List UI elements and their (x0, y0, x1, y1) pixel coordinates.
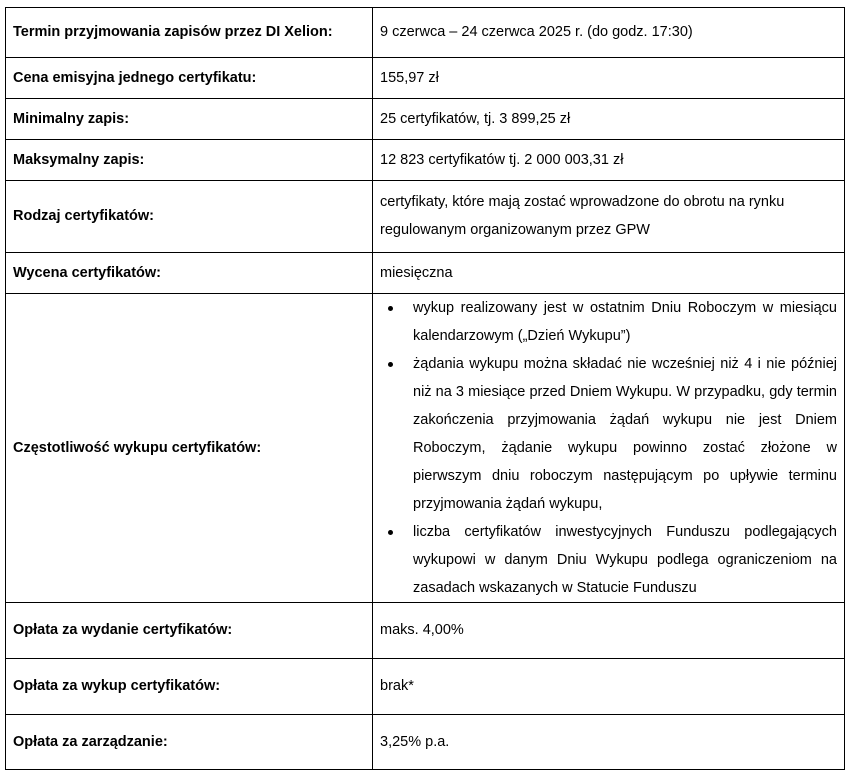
list-item (413, 350, 837, 518)
row-label: Opłata za zarządzanie: (6, 715, 373, 770)
row-value: 3,25% p.a. (373, 715, 845, 770)
row-value (373, 294, 845, 603)
table-row (6, 715, 845, 770)
table-row (6, 659, 845, 715)
row-value: 25 certyfikatów, tj. 3 899,25 zł (373, 99, 845, 140)
table-row (6, 181, 845, 253)
row-label: Opłata za wydanie certyfikatów: (6, 603, 373, 659)
row-label: Termin przyjmowania zapisów przez DI Xelion: (6, 8, 373, 58)
row-label: Opłata za wykup certyfikatów: (6, 659, 373, 715)
row-label: Częstotliwość wykupu certyfikatów: (6, 294, 373, 603)
bullet-dot-icon (388, 306, 393, 311)
table-row (6, 99, 845, 140)
row-label: Rodzaj certyfikatów: (6, 181, 373, 253)
table-row (6, 8, 845, 58)
row-label: Cena emisyjna jednego certyfikatu: (6, 58, 373, 99)
row-value: maks. 4,00% (373, 603, 845, 659)
row-value: miesięczna (373, 253, 845, 294)
row-label: Wycena certyfikatów: (6, 253, 373, 294)
table-row (6, 140, 845, 181)
bullet-text: wykup realizowany jest w ostatnim Dniu Roboczym w miesiącu kalendarzowym („Dzień Wykupu”) (413, 300, 837, 344)
row-value: certyfikaty, które mają zostać wprowadzone do obrotu na rynku regulowanym organizowanym przez GPW (373, 181, 845, 253)
redemption-bullet-list (380, 294, 837, 602)
table-row (6, 253, 845, 294)
bullet-dot-icon (388, 362, 393, 367)
list-item (413, 518, 837, 602)
bullet-text: liczba certyfikatów inwestycyjnych Funduszu podlegających wykupowi w danym Dniu Wykupu podlega ograniczeniom na zasadach wskazanych w Statucie Funduszu (413, 524, 837, 596)
row-value: brak* (373, 659, 845, 715)
table-row (6, 58, 845, 99)
row-label: Minimalny zapis: (6, 99, 373, 140)
bullet-dot-icon (388, 530, 393, 535)
table-row (6, 294, 845, 603)
row-value: 12 823 certyfikatów tj. 2 000 003,31 zł (373, 140, 845, 181)
bullet-text: żądania wykupu można składać nie wcześniej niż 4 i nie później niż na 3 miesiące przed Dniem Wykupu. W przypadku, gdy termin zakończenia przyjmowania żądań wykupu nie jest Dniem Roboczym, żądanie wykupu powinno zostać złożone w pierwszym dniu roboczym następującym po upływie terminu przyjmowania żądań wykupu, (413, 356, 837, 512)
row-label: Maksymalny zapis: (6, 140, 373, 181)
offer-terms-table (5, 7, 845, 770)
row-value: 155,97 zł (373, 58, 845, 99)
table-row (6, 603, 845, 659)
row-value: 9 czerwca – 24 czerwca 2025 r. (do godz. 17:30) (373, 8, 845, 58)
list-item (413, 294, 837, 350)
